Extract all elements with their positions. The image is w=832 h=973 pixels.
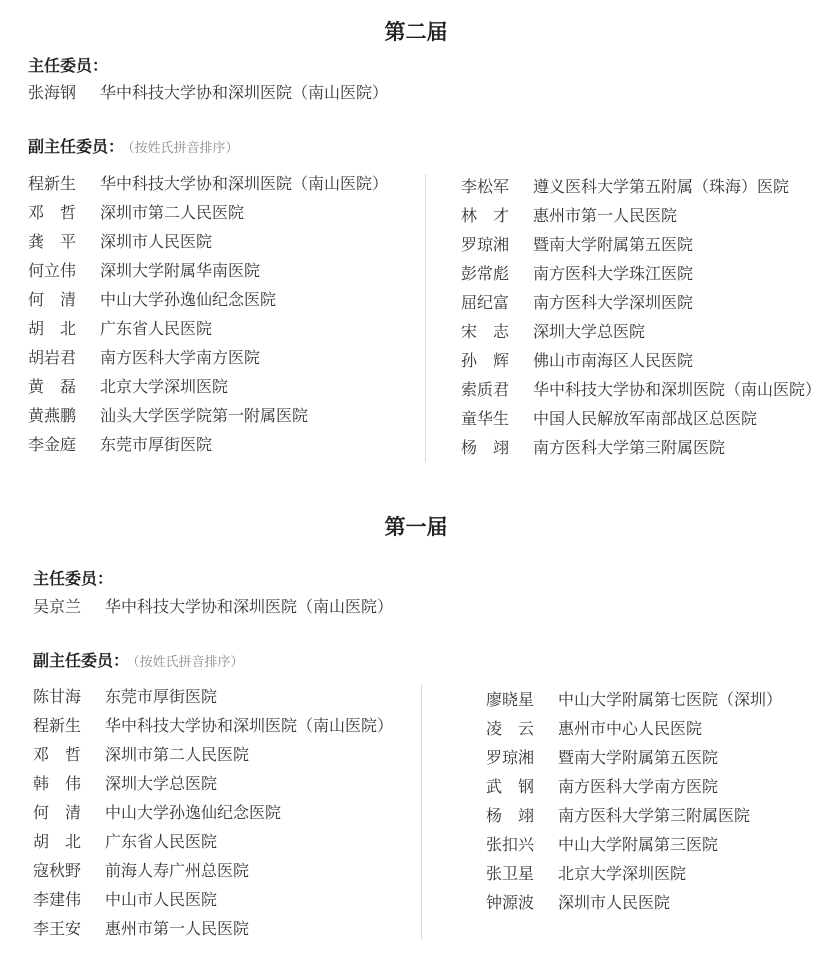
member-org: 汕头大学医学院第一附属医院 [100, 406, 309, 425]
member-row [461, 350, 693, 372]
member-row [33, 860, 249, 882]
member-org: 南方医科大学第三附属医院 [533, 438, 726, 457]
member-row [486, 892, 670, 914]
member-org: 深圳大学总医院 [533, 322, 646, 341]
member-org: 东莞市厚街医院 [105, 687, 218, 706]
member-name: 龚 平 [28, 232, 77, 251]
member-name: 邓 哲 [28, 203, 77, 222]
member-name: 何 清 [33, 803, 82, 822]
member-org: 深圳市第二人民医院 [105, 745, 250, 764]
member-name: 彭常彪 [461, 264, 510, 283]
member-row [28, 289, 276, 311]
member-org: 南方医科大学南方医院 [558, 777, 719, 796]
member-org: 华中科技大学协和深圳医院（南山医院） [105, 597, 394, 616]
member-name: 童华生 [461, 409, 510, 428]
member-name: 何 清 [28, 290, 77, 309]
member-row [33, 889, 217, 911]
member-org: 广东省人民医院 [105, 832, 218, 851]
member-name: 张扣兴 [486, 835, 535, 854]
member-row [486, 747, 718, 769]
member-name: 胡 北 [33, 832, 82, 851]
member-row [28, 260, 260, 282]
member-row [28, 318, 212, 340]
member-name: 李王安 [33, 919, 82, 938]
member-row [461, 437, 725, 459]
member-org: 南方医科大学南方医院 [100, 348, 261, 367]
member-org: 中山大学孙逸仙纪念医院 [105, 803, 282, 822]
chair-label: 主任委员： [33, 569, 114, 588]
member-row [461, 234, 693, 256]
member-name: 武 钢 [486, 777, 535, 796]
member-org: 中山大学孙逸仙纪念医院 [100, 290, 277, 309]
member-org: 惠州市第一人民医院 [105, 919, 250, 938]
member-name: 黄燕鹏 [28, 406, 77, 425]
member-org: 深圳市人民医院 [558, 893, 671, 912]
member-name: 李建伟 [33, 890, 82, 909]
member-name: 宋 志 [461, 322, 510, 341]
member-org: 惠州市第一人民医院 [533, 206, 678, 225]
member-row [33, 802, 281, 824]
member-row [28, 434, 212, 456]
member-row [461, 176, 789, 198]
member-name: 林 才 [461, 206, 510, 225]
member-org: 北京大学深圳医院 [100, 377, 229, 396]
member-row [33, 831, 217, 853]
member-row [461, 205, 677, 227]
member-row [461, 321, 645, 343]
member-org: 遵义医科大学第五附属（珠海）医院 [533, 177, 790, 196]
member-org: 惠州市中心人民医院 [558, 719, 703, 738]
member-name: 李松军 [461, 177, 510, 196]
member-row [28, 202, 244, 224]
member-org: 深圳大学附属华南医院 [100, 261, 261, 280]
member-name: 罗琼湘 [486, 748, 535, 767]
member-row [461, 408, 757, 430]
member-org: 南方医科大学深圳医院 [533, 293, 694, 312]
member-org: 广东省人民医院 [100, 319, 213, 338]
member-org: 中国人民解放军南部战区总医院 [533, 409, 758, 428]
member-row [486, 689, 782, 711]
member-row [28, 347, 260, 369]
member-name: 吴京兰 [33, 597, 82, 616]
member-row [28, 405, 308, 427]
member-org: 深圳市人民医院 [100, 232, 213, 251]
column-divider [425, 174, 426, 462]
member-org: 佛山市南海区人民医院 [533, 351, 694, 370]
member-org: 华中科技大学协和深圳医院（南山医院） [105, 716, 394, 735]
sort-note: （按姓氏拼音排序） [133, 655, 244, 670]
member-row [486, 863, 686, 885]
member-org: 华中科技大学协和深圳医院（南山医院） [100, 174, 389, 193]
member-org: 华中科技大学协和深圳医院（南山医院） [533, 380, 822, 399]
vice-chair-label [33, 650, 244, 674]
member-name: 杨 翊 [461, 438, 510, 457]
member-row [461, 263, 693, 285]
vice-chair-label-text: 副主任委员： [33, 651, 130, 670]
member-org: 中山市人民医院 [105, 890, 218, 909]
member-name: 程新生 [33, 716, 82, 735]
member-org: 南方医科大学珠江医院 [533, 264, 694, 283]
member-org: 前海人寿广州总医院 [105, 861, 250, 880]
member-row [461, 292, 693, 314]
member-name: 罗琼湘 [461, 235, 510, 254]
member-name: 寇秋野 [33, 861, 82, 880]
member-org: 东莞市厚街医院 [100, 435, 213, 454]
column-divider [421, 684, 422, 940]
member-row [28, 376, 228, 398]
member-name: 屈纪富 [461, 293, 510, 312]
section-title: 第二届 [384, 20, 448, 44]
member-name: 张卫星 [486, 864, 535, 883]
member-name: 胡 北 [28, 319, 77, 338]
member-name: 李金庭 [28, 435, 77, 454]
member-name: 胡岩君 [28, 348, 77, 367]
member-row [33, 744, 249, 766]
member-org: 暨南大学附属第五医院 [558, 748, 719, 767]
member-org: 中山大学附属第七医院（深圳） [558, 690, 783, 709]
member-org: 暨南大学附属第五医院 [533, 235, 694, 254]
member-name: 黄 磊 [28, 377, 77, 396]
member-row [486, 718, 702, 740]
chair-row [33, 596, 393, 618]
member-name: 孙 辉 [461, 351, 510, 370]
member-org: 中山大学附属第三医院 [558, 835, 719, 854]
member-name: 钟源波 [486, 893, 535, 912]
member-name: 凌 云 [486, 719, 535, 738]
vice-chair-label [28, 136, 239, 160]
member-row [461, 379, 821, 401]
member-org: 深圳市第二人民医院 [100, 203, 245, 222]
member-row [33, 715, 393, 737]
section-title: 第一届 [384, 515, 448, 539]
sort-note: （按姓氏拼音排序） [128, 141, 239, 156]
member-row [28, 173, 388, 195]
member-row [33, 686, 217, 708]
chair-row [28, 82, 388, 104]
member-org: 华中科技大学协和深圳医院（南山医院） [100, 83, 389, 102]
member-name: 陈甘海 [33, 687, 82, 706]
chair-label: 主任委员： [28, 56, 109, 75]
member-row [486, 805, 750, 827]
member-name: 廖晓星 [486, 690, 535, 709]
member-row [486, 834, 718, 856]
member-org: 深圳大学总医院 [105, 774, 218, 793]
member-org: 北京大学深圳医院 [558, 864, 687, 883]
member-row [33, 773, 217, 795]
member-name: 张海钢 [28, 83, 77, 102]
vice-chair-label-text: 副主任委员： [28, 137, 125, 156]
member-org: 南方医科大学第三附属医院 [558, 806, 751, 825]
member-name: 索质君 [461, 380, 510, 399]
member-row [486, 776, 718, 798]
member-name: 何立伟 [28, 261, 77, 280]
member-name: 杨 翊 [486, 806, 535, 825]
member-row [33, 918, 249, 940]
member-name: 邓 哲 [33, 745, 82, 764]
member-name: 韩 伟 [33, 774, 82, 793]
member-row [28, 231, 212, 253]
member-name: 程新生 [28, 174, 77, 193]
